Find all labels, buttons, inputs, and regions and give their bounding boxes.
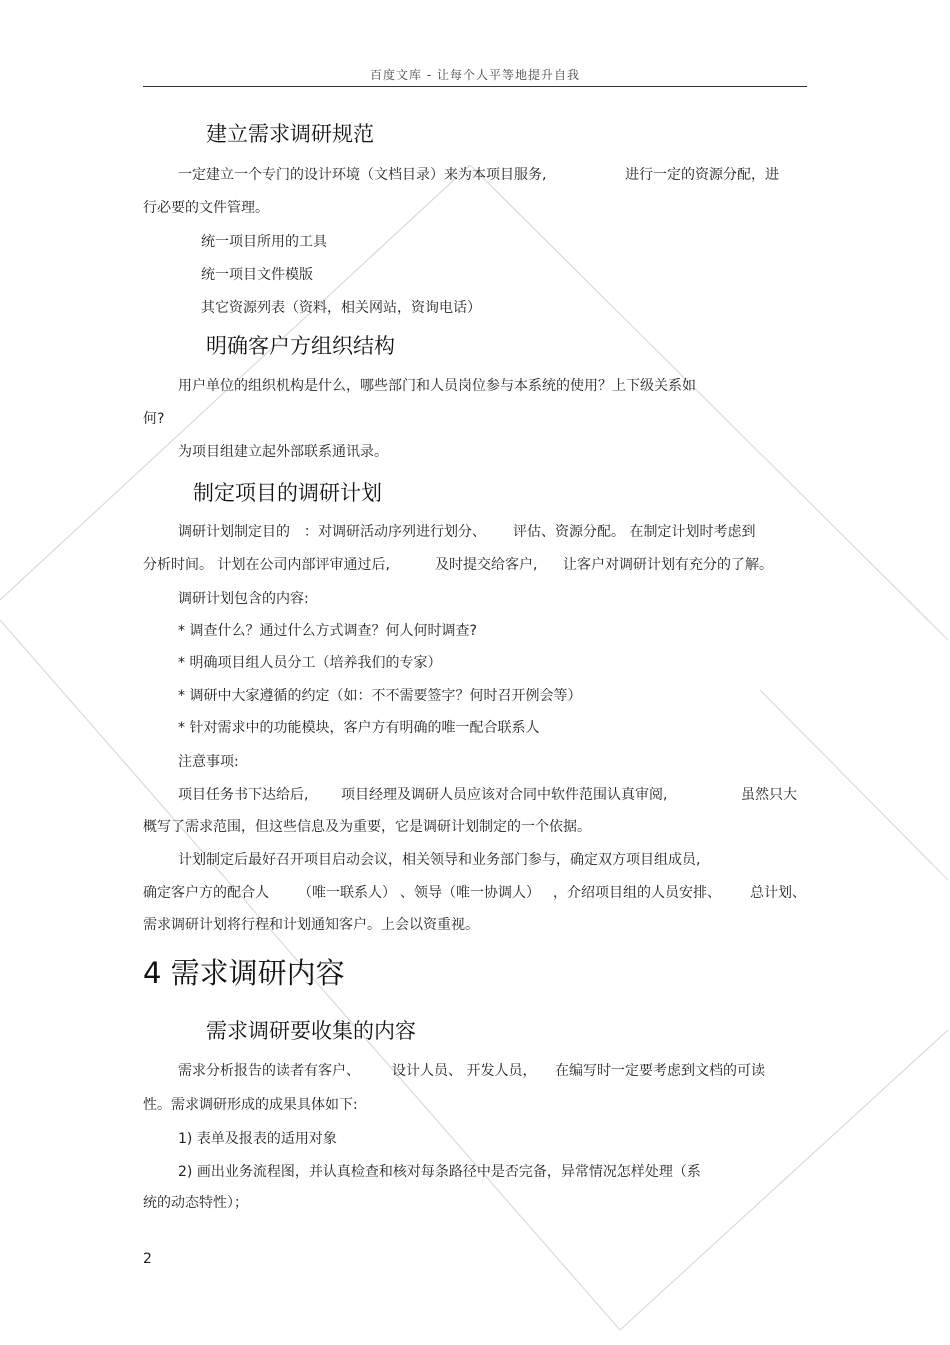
paragraph-line: 在编写时一定要考虑到文档的可读 <box>555 1063 765 1079</box>
paragraph-line: 分析时间。 计划在公司内部评审通过后, <box>143 557 390 573</box>
paragraph-line: 让客户对调研计划有充分的了解。 <box>563 557 773 573</box>
page-number: 2 <box>143 1251 152 1267</box>
paragraph-line: 计划制定后最好召开项目启动会议，相关领导和业务部门参与，确定双方项目组成员, <box>178 852 701 868</box>
bullet-item: * 调研中大家遵循的约定（如：不不需要签字？何时召开例会等） <box>178 688 582 704</box>
list-item: 其它资源列表（资料，相关网站，资询电话） <box>201 300 481 316</box>
paragraph-line: 、领导（唯一协调人） <box>400 885 540 901</box>
header-rule <box>143 86 807 87</box>
paragraph-line: 及时提交给客户, <box>435 557 538 573</box>
paragraph-line: 性。需求调研形成的成果具体如下: <box>143 1097 358 1113</box>
paragraph-line: 为项目组建立起外部联系通讯录。 <box>178 444 388 460</box>
page-header: 百度文库 - 让每个人平等地提升自我 <box>370 68 580 82</box>
paragraph-line: 设计人员、 开发人员， <box>392 1063 537 1079</box>
paragraph-line: ：对调研活动序列进行划分、 <box>304 524 486 540</box>
paragraph-line: 总计划、 <box>750 885 806 901</box>
paragraph-line: 调研计划包含的内容: <box>178 591 309 607</box>
section-heading-collect-content: 需求调研要收集的内容 <box>206 1019 416 1043</box>
paragraph-line: （唯一联系人） <box>298 885 396 901</box>
paragraph-line: 需求分析报告的读者有客户、 <box>178 1063 360 1079</box>
numbered-item: 1) 表单及报表的适用对象 <box>178 1131 337 1147</box>
list-item: 统一项目文件模版 <box>201 267 313 283</box>
section-heading-client-organization: 明确客户方组织结构 <box>206 334 395 358</box>
paragraph-line: 行必要的文件管理。 <box>143 200 269 216</box>
paragraph-line: 进行一定的资源分配，进 <box>625 167 779 183</box>
paragraph-line: 概写了需求范围，但这些信息及为重要，它是调研计划制定的一个依据。 <box>143 819 591 835</box>
paragraph-line: 一定建立一个专门的设计环境（文档目录）来为本项目服务, <box>178 167 547 183</box>
paragraph-line: 注意事项: <box>178 754 239 770</box>
paragraph-line: 虽然只大 <box>741 787 797 803</box>
paragraph-line: 调研计划制定目的 <box>178 524 290 540</box>
numbered-item: 2) 画出业务流程图，并认真检查和核对每条路径中是否完备，异常情况怎样处理（系 <box>178 1164 701 1180</box>
section-heading-research-plan: 制定项目的调研计划 <box>193 481 382 505</box>
list-item: 统一项目所用的工具 <box>201 234 327 250</box>
paragraph-line: 评估、资源分配。 在制定计划时考虑到 <box>513 524 756 540</box>
bullet-item: * 调查什么？通过什么方式调查？何人何时调查? <box>178 623 477 639</box>
paragraph-line: 统的动态特性）； <box>143 1195 248 1211</box>
bullet-item: * 针对需求中的功能模块，客户方有明确的唯一配合联系人 <box>178 720 540 736</box>
paragraph-line: ，介绍项目组的人员安排、 <box>553 885 721 901</box>
paragraph-line: 项目任务书下达给后, <box>178 787 309 803</box>
paragraph-line: 项目经理及调研人员应该对合同中软件范围认真审阅, <box>341 787 668 803</box>
paragraph-line: 何? <box>143 411 165 427</box>
bullet-item: * 明确项目组人员分工（培养我们的专家） <box>178 655 442 671</box>
paragraph-line: 用户单位的组织机构是什么，哪些部门和人员岗位参与本系统的使用？上下级关系如 <box>178 378 696 394</box>
section-heading-requirements-norms: 建立需求调研规范 <box>206 122 374 146</box>
paragraph-line: 确定客户方的配合人 <box>143 885 269 901</box>
paragraph-line: 需求调研计划将行程和计划通知客户。上会以资重视。 <box>143 917 479 933</box>
chapter-heading: 4 需求调研内容 <box>143 956 345 990</box>
